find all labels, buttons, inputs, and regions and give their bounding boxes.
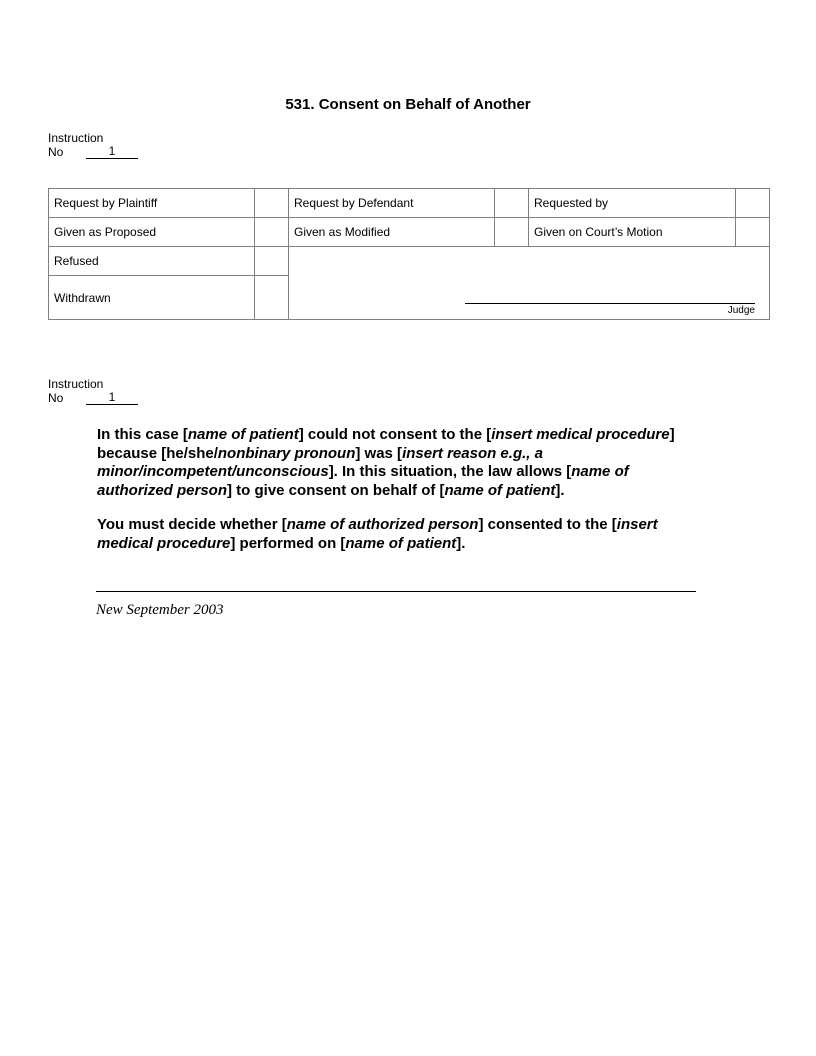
withdrawn-checkbox[interactable] [255, 276, 289, 320]
request-by-plaintiff-label: Request by Plaintiff [49, 189, 255, 218]
judge-signature-line[interactable] [465, 303, 755, 304]
history-note: New September 2003 [96, 602, 224, 618]
placeholder-text: insert reason e.g., a minor/incompetent/unconscious [97, 444, 543, 480]
placeholder-text: nonbinary pronoun [217, 444, 356, 462]
given-as-proposed-label: Given as Proposed [49, 218, 255, 247]
disposition-table [48, 188, 770, 320]
instruction-number-block [48, 377, 138, 405]
instruction-paragraph-1 [97, 426, 707, 500]
no-label: No [48, 145, 64, 159]
text-segment: ]. [555, 481, 565, 499]
text-segment: ] could not consent to the [ [298, 426, 492, 443]
text-segment: ] because [he/she/ [97, 426, 675, 462]
text-segment: You must decide whether [ [97, 516, 287, 533]
given-on-courts-motion-checkbox[interactable] [736, 218, 770, 247]
no-label: No [48, 391, 64, 405]
placeholder-text: name of patient [444, 481, 556, 499]
requested-by-checkbox[interactable] [736, 189, 770, 218]
request-by-plaintiff-checkbox[interactable] [255, 189, 289, 218]
instruction-number-block [48, 131, 138, 159]
given-on-courts-motion-label: Given on Court’s Motion [529, 218, 736, 247]
given-as-modified-checkbox[interactable] [495, 218, 529, 247]
text-segment: ] performed on [ [230, 534, 346, 552]
text-segment: In this case [ [97, 426, 188, 443]
instruction-number: 1 [86, 391, 138, 405]
refused-checkbox[interactable] [255, 247, 289, 276]
instruction-text [97, 426, 707, 569]
placeholder-text: insert medical procedure [97, 516, 658, 552]
instruction-paragraph-2 [97, 516, 707, 553]
request-by-defendant-checkbox[interactable] [495, 189, 529, 218]
requested-by-label: Requested by [529, 189, 736, 218]
instruction-label: Instruction [48, 131, 104, 145]
placeholder-text: name of patient [187, 426, 299, 443]
horizontal-divider [96, 591, 696, 592]
placeholder-text: insert medical procedure [491, 426, 670, 443]
given-as-modified-label: Given as Modified [289, 218, 495, 247]
text-segment: ] was [ [355, 444, 403, 462]
request-by-defendant-label: Request by Defendant [289, 189, 495, 218]
instruction-label: Instruction [48, 377, 104, 391]
placeholder-text: name of authorized person [97, 463, 629, 499]
text-segment: ]. [456, 534, 466, 552]
instruction-number: 1 [86, 145, 138, 159]
page-title: 531. Consent on Behalf of Another [285, 96, 531, 113]
text-segment: ] to give consent on behalf of [ [227, 481, 445, 499]
placeholder-text: name of authorized person [286, 516, 479, 533]
refused-label: Refused [49, 247, 255, 276]
judge-signature-area [289, 247, 770, 320]
given-as-proposed-checkbox[interactable] [255, 218, 289, 247]
withdrawn-label: Withdrawn [49, 276, 255, 320]
judge-label: Judge [727, 305, 755, 316]
text-segment: ] consented to the [ [478, 516, 617, 533]
placeholder-text: name of patient [345, 534, 457, 552]
text-segment: ]. In this situation, the law allows [ [328, 463, 572, 480]
